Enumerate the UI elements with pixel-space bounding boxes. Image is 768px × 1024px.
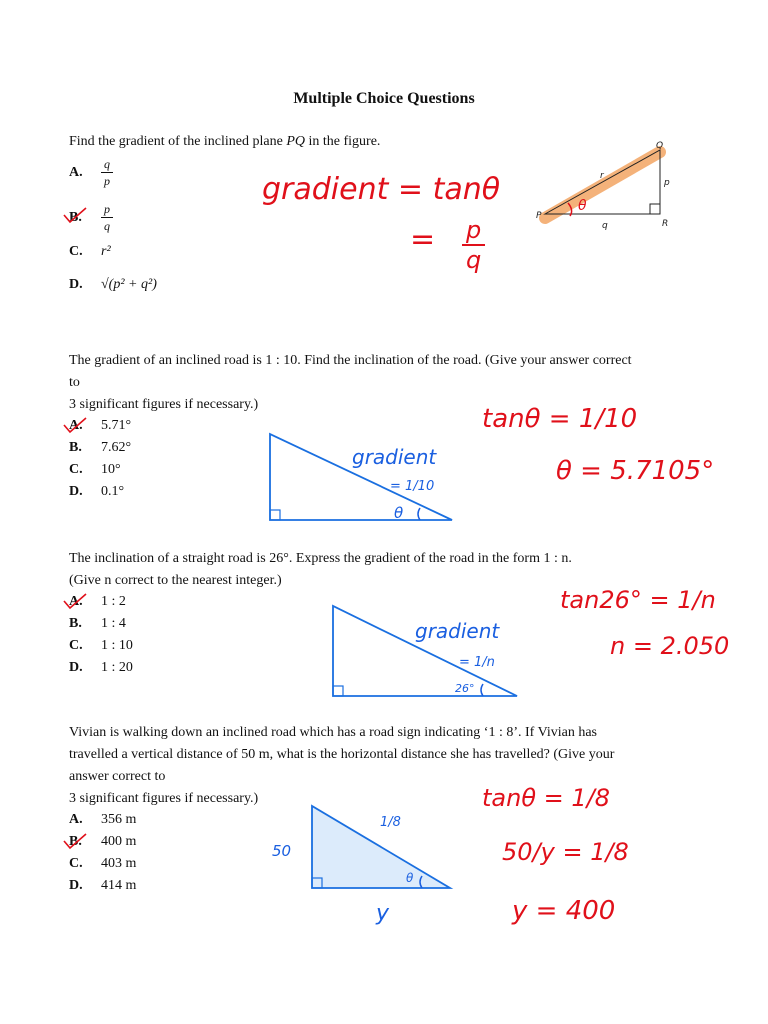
checkmark-icon: [62, 832, 88, 850]
q2-triangle-figure: [262, 426, 462, 528]
q2-option-b[interactable]: B. 7.62°: [69, 440, 132, 455]
q4-text: Vivian is walking down an inclined road which has a road sign indicating ‘1 : 8’. If Vivian has travelled a vertical distance of 50 m, what is the horizontal distance she has travelled? (Give your answer correct to 3 significant figures if necessary.): [69, 725, 615, 806]
q2-option-c[interactable]: C. 10°: [69, 462, 121, 477]
label-side-q: q: [602, 221, 608, 231]
q1-option-d[interactable]: D. √(p² + q²): [69, 277, 157, 292]
q1-text: Find the gradient of the inclined plane PQ in the figure.: [69, 134, 381, 149]
q1-work-fraction: p q: [462, 216, 485, 274]
q1-option-b[interactable]: B. $\frac{p}{q}$: [69, 201, 113, 234]
q4-option-d[interactable]: D. 414 m: [69, 878, 137, 893]
fraction: $\frac{q}{p}$: [101, 156, 113, 189]
q3-option-d[interactable]: D. 1 : 20: [69, 660, 133, 675]
q1-option-c[interactable]: C. r²: [69, 244, 111, 259]
q2-work-line2: θ = 5.7105°: [556, 456, 715, 486]
q2-theta-label: θ: [394, 504, 404, 522]
q4-base-label: y: [376, 901, 390, 926]
q4-option-a[interactable]: A. 356 m: [69, 812, 137, 827]
q1-work-line1: gradient = tanθ: [262, 172, 501, 207]
q4-option-c[interactable]: C. 403 m: [69, 856, 137, 871]
q3-work-line1: tan26° = 1/n: [560, 586, 716, 614]
q4-work-line2: 50/y = 1/8: [502, 838, 629, 866]
q4-slope-label: 1/8: [380, 815, 401, 830]
q4-theta-label: θ: [406, 871, 414, 885]
q4-vertical-label: 50: [272, 842, 292, 860]
q4-option-b[interactable]: B. 400 m: [69, 834, 137, 849]
checkmark-icon: [62, 416, 88, 434]
q3-option-a[interactable]: A. 1 : 2: [69, 594, 126, 609]
label-side-p: p: [664, 178, 670, 188]
q2-option-a[interactable]: A. 5.71°: [69, 418, 132, 433]
q3-gradient-fraction: = 1/n: [459, 655, 495, 670]
q1-triangle-figure: [530, 138, 680, 233]
page-title: Multiple Choice Questions: [293, 90, 475, 107]
q2-option-d[interactable]: D. 0.1°: [69, 484, 125, 499]
label-p-vertex: P: [536, 211, 542, 221]
q3-work-line2: n = 2.050: [610, 632, 730, 660]
checkmark-icon: [62, 206, 88, 224]
q1-work-equals: =: [410, 222, 436, 257]
q4-work-line3: y = 400: [512, 896, 616, 926]
q4-work-line1: tanθ = 1/8: [482, 784, 611, 812]
q3-option-c[interactable]: C. 1 : 10: [69, 638, 133, 653]
label-q-vertex: Q: [656, 141, 664, 151]
checkmark-icon: [62, 592, 88, 610]
q3-option-b[interactable]: B. 1 : 4: [69, 616, 126, 631]
q1-theta-mark: θ: [578, 198, 587, 214]
q3-gradient-label: gradient: [415, 619, 500, 643]
q4-triangle-figure: [262, 796, 462, 926]
q2-text: The gradient of an inclined road is 1 : 10. Find the inclination of the road. (Give your answer correct to 3 significant figures if necessary.): [69, 353, 632, 412]
q2-gradient-fraction: = 1/10: [390, 479, 435, 494]
q3-angle-label: 26°: [455, 682, 475, 695]
q3-text: The inclination of a straight road is 26°. Express the gradient of the road in the form 1 : n. (Give n correct to the nearest integer.): [69, 551, 572, 588]
label-side-r: r: [600, 171, 604, 181]
q2-gradient-label: gradient: [352, 445, 437, 469]
q2-work-line1: tanθ = 1/10: [482, 404, 638, 434]
label-r-vertex: R: [662, 219, 669, 229]
highlight-stroke: [545, 152, 660, 218]
fraction: $\frac{p}{q}$: [101, 201, 113, 234]
q3-triangle-figure: [323, 600, 523, 702]
q1-option-a[interactable]: A. $\frac{q}{p}$: [69, 156, 113, 189]
